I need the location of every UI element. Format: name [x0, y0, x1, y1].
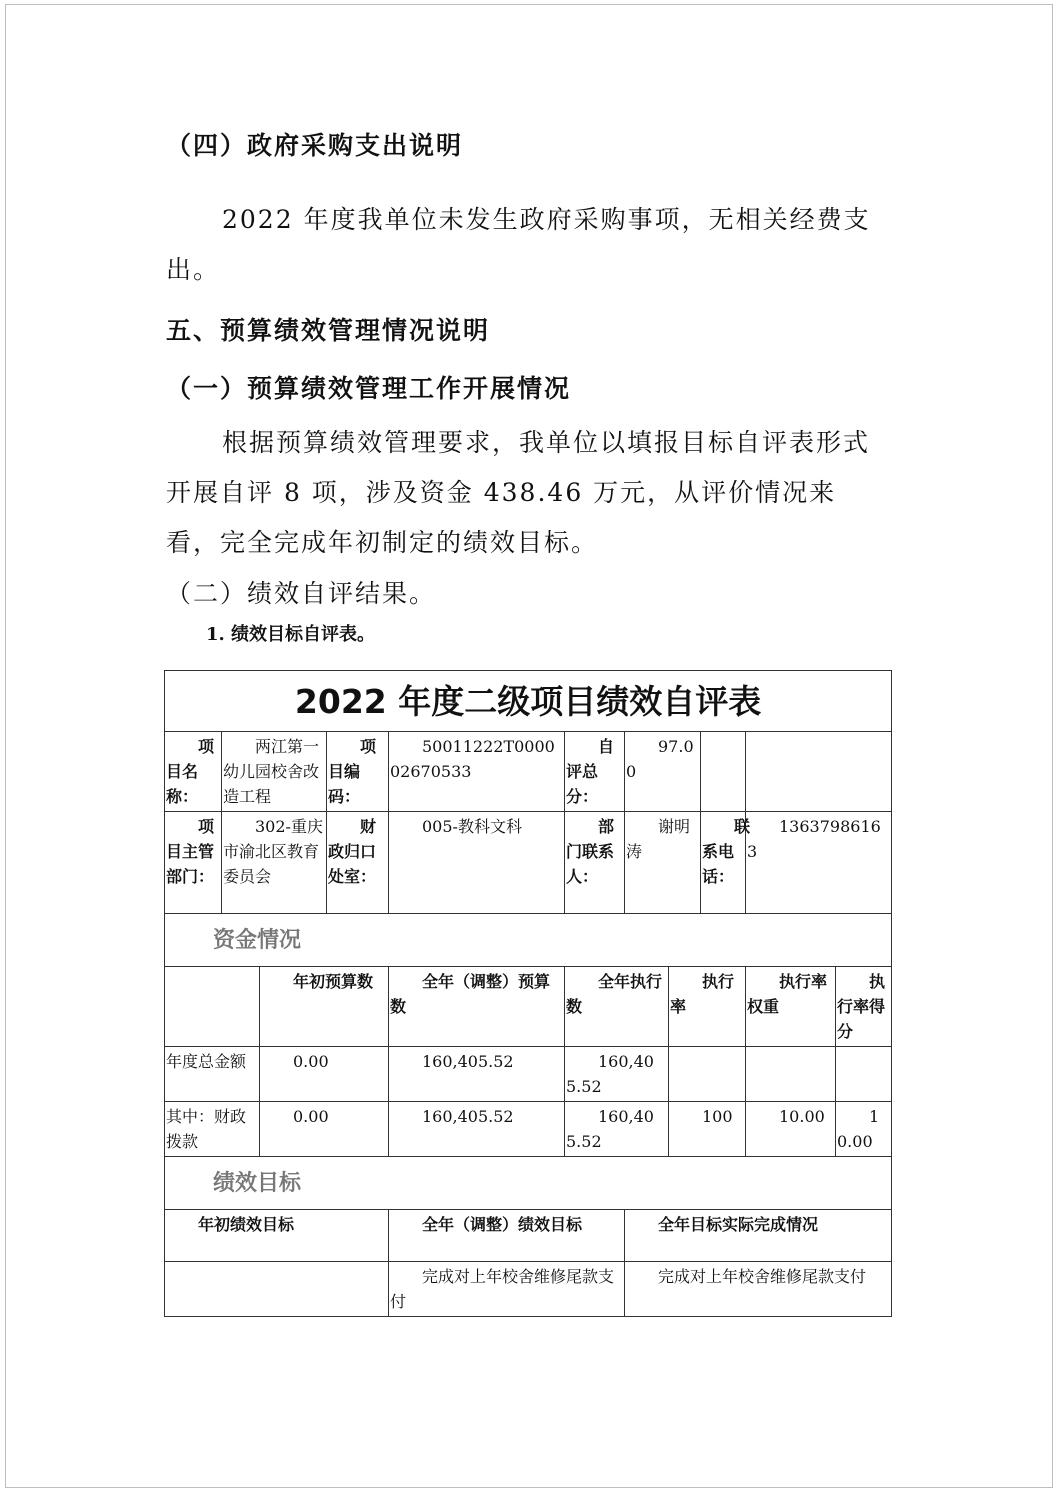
goals-header-adjusted: 全年（调整）绩效目标: [389, 1210, 625, 1262]
funds-row-adjusted: 160,405.52: [389, 1102, 565, 1157]
funds-row-weight: 10.00: [746, 1102, 836, 1157]
heading-budget-performance: 五、预算绩效管理情况说明: [166, 316, 491, 345]
contact-value: 谢明涛: [625, 812, 701, 914]
funds-row-executed: 160,405.52: [565, 1102, 669, 1157]
phone-label: 联系电话：: [701, 812, 746, 914]
phone-value: 13637986163: [746, 812, 892, 914]
funds-row-adjusted: 160,405.52: [389, 1047, 565, 1102]
funds-row-weight: [746, 1047, 836, 1102]
funds-row-label: 其中：财政拨款: [165, 1102, 260, 1157]
funds-row-initial: 0.00: [260, 1047, 389, 1102]
heading-self-evaluation: （二）绩效自评结果。: [166, 579, 437, 608]
empty-cell: [746, 732, 892, 812]
funds-header-blank: [165, 967, 260, 1047]
funds-header-adjusted: 全年（调整）预算数: [389, 967, 565, 1047]
funds-row-label: 年度总金额: [165, 1047, 260, 1102]
project-name-value: 两江第一幼儿园校舍改造工程: [222, 732, 327, 812]
score-value: 97.00: [625, 732, 701, 812]
funds-header-initial: 年初预算数: [260, 967, 389, 1047]
goals-row-adjusted: 完成对上年校舍维修尾款支付: [389, 1262, 625, 1317]
paragraph-procurement: 2022 年度我单位未发生政府采购事项，无相关经费支出。: [166, 205, 871, 284]
contact-label: 部门联系人：: [565, 812, 625, 914]
heading-performance-work: （一）预算绩效管理工作开展情况: [166, 374, 572, 403]
goals-row-actual: 完成对上年校舍维修尾款支付: [625, 1262, 892, 1317]
self-evaluation-table: [164, 670, 892, 1317]
project-code-label: 项目编码：: [327, 732, 389, 812]
funds-row-executed: 160,405.52: [565, 1047, 669, 1102]
project-code-value: 50011222T000002670533: [389, 732, 565, 812]
finance-label: 财政归口处室：: [327, 812, 389, 914]
sub-heading-table: 1. 绩效目标自评表。: [206, 624, 376, 645]
funds-section-title: 资金情况: [165, 914, 892, 967]
funds-row-score: 10.00: [836, 1102, 892, 1157]
funds-header-rate: 执行率: [669, 967, 746, 1047]
goals-header-initial: 年初绩效目标: [165, 1210, 389, 1262]
goals-header-actual: 全年目标实际完成情况: [625, 1210, 892, 1262]
paragraph-performance: 根据预算绩效管理要求，我单位以填报目标自评表形式开展自评 8 项，涉及资金 438.46 万元，从评价情况来看，完全完成年初制定的绩效目标。: [166, 428, 871, 557]
heading-government-procurement: （四）政府采购支出说明: [166, 131, 464, 160]
funds-header-weight: 执行率权重: [746, 967, 836, 1047]
funds-header-executed: 全年执行数: [565, 967, 669, 1047]
funds-row-score: [836, 1047, 892, 1102]
funds-header-score: 执行率得分: [836, 967, 892, 1047]
goals-row-initial: [165, 1262, 389, 1317]
funds-row-rate: [669, 1047, 746, 1102]
dept-label: 项目主管部门：: [165, 812, 222, 914]
goals-section-title: 绩效目标: [165, 1157, 892, 1210]
finance-value: 005-教科文科: [389, 812, 565, 914]
score-label: 自评总分：: [565, 732, 625, 812]
dept-value: 302-重庆市渝北区教育委员会: [222, 812, 327, 914]
table-title: 2022 年度二级项目绩效自评表: [165, 671, 892, 732]
funds-row-rate: 100: [669, 1102, 746, 1157]
funds-row-initial: 0.00: [260, 1102, 389, 1157]
project-name-label: 项目名称：: [165, 732, 222, 812]
empty-cell: [701, 732, 746, 812]
